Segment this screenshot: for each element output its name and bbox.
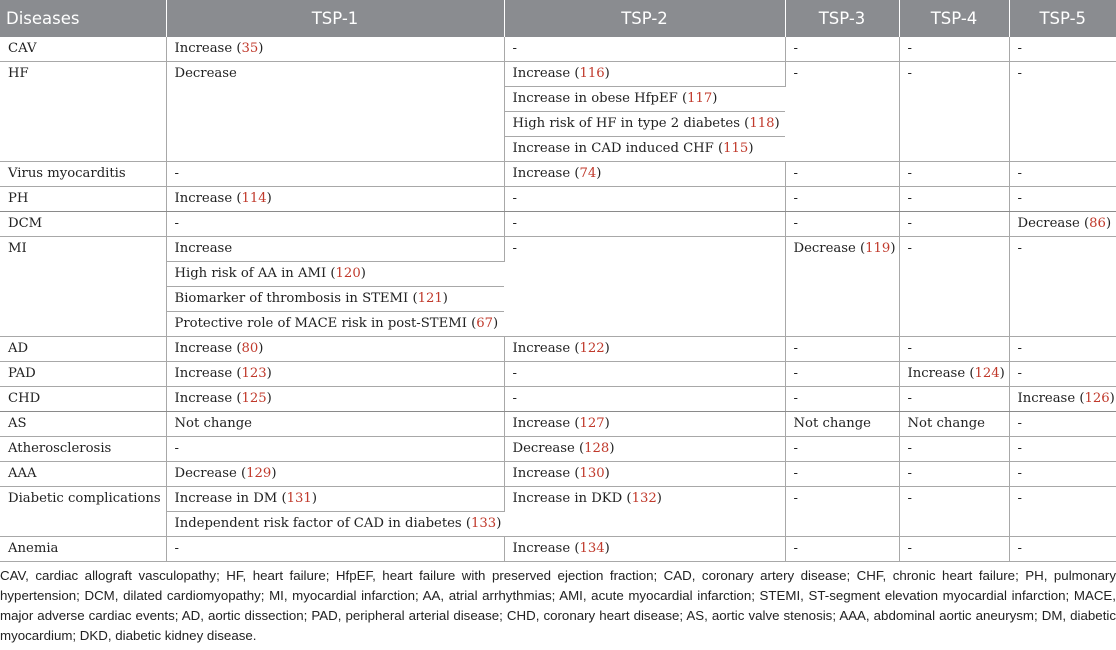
tsp1-cell: Increase (35) [166, 37, 504, 62]
tsp1-cell: Increase (114) [166, 187, 504, 212]
tsp3-cell: - [785, 387, 899, 412]
tsp5-cell: - [1009, 337, 1116, 362]
reference-link[interactable]: 80 [241, 341, 259, 356]
reference-link[interactable]: 127 [579, 416, 605, 431]
tsp2-cell: - [504, 362, 785, 387]
reference-link[interactable]: 119 [865, 241, 891, 256]
tsp4-cell: - [899, 162, 1009, 187]
table-row [0, 37, 1116, 62]
tsp1-cell: - [166, 437, 504, 462]
tsp5-cell: - [1009, 437, 1116, 462]
tsp5-cell: - [1009, 362, 1116, 387]
tsp5-cell: - [1009, 187, 1116, 212]
tsp2-cell: Increase (116) [504, 62, 785, 87]
tsp3-cell: - [785, 437, 899, 462]
disease-cell: Anemia [0, 537, 166, 562]
tsp2-cell: Increase (127) [504, 412, 785, 437]
tsp4-cell: - [899, 487, 1009, 537]
header-tsp3: TSP-3 [785, 0, 899, 37]
tsp1-cell: Increase (80) [166, 337, 504, 362]
reference-link[interactable]: 35 [241, 41, 259, 56]
reference-link[interactable]: 121 [417, 291, 443, 306]
tsp1-cell: - [166, 162, 504, 187]
reference-link[interactable]: 132 [631, 491, 657, 506]
tsp3-cell: Not change [785, 412, 899, 437]
tsp5-cell: - [1009, 412, 1116, 437]
reference-link[interactable]: 117 [687, 91, 713, 106]
table-row [0, 162, 1116, 187]
tsp5-cell: - [1009, 62, 1116, 162]
tsp2-cell: - [504, 187, 785, 212]
tsp1-cell: - [166, 212, 504, 237]
disease-cell: AD [0, 337, 166, 362]
header-tsp1: TSP-1 [166, 0, 504, 37]
reference-link[interactable]: 130 [579, 466, 605, 481]
tsp1-cell: Not change [166, 412, 504, 437]
disease-cell: AAA [0, 462, 166, 487]
reference-link[interactable]: 116 [579, 66, 605, 81]
disease-cell: HF [0, 62, 166, 162]
tsp4-cell: - [899, 237, 1009, 337]
tsp2-cell: Decrease (128) [504, 437, 785, 462]
table-row [0, 212, 1116, 237]
tsp1-cell: High risk of AA in AMI (120) [166, 262, 504, 287]
tsp3-cell: - [785, 162, 899, 187]
table-row [0, 437, 1116, 462]
table-row [0, 187, 1116, 212]
disease-cell: AS [0, 412, 166, 437]
tsp2-cell: Increase in obese HfpEF (117) [504, 87, 785, 112]
tsp2-cell: Increase in CAD induced CHF (115) [504, 137, 785, 162]
tsp5-cell: - [1009, 237, 1116, 337]
tsp1-cell: Protective role of MACE risk in post-STEMI (67) [166, 312, 504, 337]
reference-link[interactable]: 115 [723, 141, 749, 156]
tsp4-cell: - [899, 437, 1009, 462]
tsp3-cell: - [785, 537, 899, 562]
tsp2-cell: - [504, 212, 785, 237]
disease-cell: CHD [0, 387, 166, 412]
disease-cell: MI [0, 237, 166, 337]
disease-cell: DCM [0, 212, 166, 237]
tsp4-cell: - [899, 212, 1009, 237]
tsp4-cell: - [899, 387, 1009, 412]
reference-link[interactable]: 133 [471, 516, 497, 531]
header-tsp4: TSP-4 [899, 0, 1009, 37]
header-diseases: Diseases [0, 0, 166, 37]
disease-cell: Atherosclerosis [0, 437, 166, 462]
tsp3-cell: - [785, 212, 899, 237]
reference-link[interactable]: 125 [241, 391, 267, 406]
tsp4-cell: - [899, 537, 1009, 562]
table-row [0, 412, 1116, 437]
tsp4-cell: - [899, 462, 1009, 487]
reference-link[interactable]: 114 [241, 191, 267, 206]
reference-link[interactable]: 120 [335, 266, 361, 281]
tsp3-cell: Decrease (119) [785, 237, 899, 337]
reference-link[interactable]: 124 [974, 366, 1000, 381]
tsp2-cell: High risk of HF in type 2 diabetes (118) [504, 112, 785, 137]
tsp3-cell: - [785, 362, 899, 387]
table-row [0, 362, 1116, 387]
tsp1-cell: Increase [166, 237, 504, 262]
tsp5-cell: - [1009, 162, 1116, 187]
tsp3-cell: - [785, 62, 899, 162]
disease-cell: CAV [0, 37, 166, 62]
tsp1-cell: - [166, 537, 504, 562]
header-tsp5: TSP-5 [1009, 0, 1116, 37]
disease-cell: Diabetic complications [0, 487, 166, 537]
reference-link[interactable]: 123 [241, 366, 267, 381]
tsp5-cell: Decrease (86) [1009, 212, 1116, 237]
table-row [0, 462, 1116, 487]
tsp5-cell: - [1009, 37, 1116, 62]
header-row [0, 0, 1116, 37]
reference-link[interactable]: 118 [749, 116, 775, 131]
disease-cell: PH [0, 187, 166, 212]
tsp4-cell: - [899, 62, 1009, 162]
table-row [0, 62, 1116, 87]
disease-cell: Virus myocarditis [0, 162, 166, 187]
tsp1-cell: Increase in DM (131) [166, 487, 504, 512]
table-row [0, 237, 1116, 262]
tsp2-cell: Increase in DKD (132) [504, 487, 785, 537]
table-row [0, 487, 1116, 512]
reference-link[interactable]: 67 [476, 316, 494, 331]
tsp1-cell: Decrease [166, 62, 504, 162]
tsp1-cell: Biomarker of thrombosis in STEMI (121) [166, 287, 504, 312]
tsp2-cell: Increase (134) [504, 537, 785, 562]
reference-link[interactable]: 131 [286, 491, 312, 506]
header-tsp2: TSP-2 [504, 0, 785, 37]
tsp3-cell: - [785, 187, 899, 212]
tsp5-cell: Increase (126) [1009, 387, 1116, 412]
tsp4-cell: - [899, 37, 1009, 62]
reference-link[interactable]: 126 [1084, 391, 1110, 406]
tsp3-cell: - [785, 487, 899, 537]
tsp4-cell: Increase (124) [899, 362, 1009, 387]
reference-link[interactable]: 74 [579, 166, 597, 181]
tsp5-cell: - [1009, 487, 1116, 537]
reference-link[interactable]: 134 [579, 541, 605, 556]
tsp3-cell: - [785, 462, 899, 487]
tsp2-cell: - [504, 37, 785, 62]
tsp2-cell: - [504, 387, 785, 412]
tsp1-cell: Increase (123) [166, 362, 504, 387]
table-row [0, 537, 1116, 562]
tsp2-cell: Increase (74) [504, 162, 785, 187]
reference-link[interactable]: 128 [584, 441, 610, 456]
tsp2-cell: Increase (130) [504, 462, 785, 487]
disease-cell: PAD [0, 362, 166, 387]
reference-link[interactable]: 129 [246, 466, 272, 481]
tsp3-cell: - [785, 337, 899, 362]
tsp4-cell: Not change [899, 412, 1009, 437]
table-row [0, 337, 1116, 362]
tsp3-cell: - [785, 37, 899, 62]
tsp5-cell: - [1009, 537, 1116, 562]
tsp4-cell: - [899, 337, 1009, 362]
reference-link[interactable]: 122 [579, 341, 605, 356]
table-footnote: CAV, cardiac allograft vasculopathy; HF, heart failure; HfpEF, heart failure with preserved ejection fraction; CAD, coronary artery disease; CHF, chronic heart failure; PH, pulmonary hypertension; DCM, dilated cardiomyopathy; MI, myocardial infarction; AA, atrial arrhythmias; AMI, acute myocardial infarction; STEMI, ST-segment elevation myocardial infarction; MACE, major adverse cardiac events; AD, aortic dissection; PAD, peripheral arterial disease; CHD, coronary heart disease; AS, aortic valve stenosis; AAA, abdominal aortic aneurysm; DM, diabetic myocardium; DKD, diabetic kidney disease. [0, 568, 1116, 643]
reference-link[interactable]: 86 [1089, 216, 1106, 231]
table-row [0, 387, 1116, 412]
tsp4-cell: - [899, 187, 1009, 212]
tsp5-cell: - [1009, 462, 1116, 487]
tsp2-cell: - [504, 237, 785, 337]
tsp2-cell: Increase (122) [504, 337, 785, 362]
tsp1-cell: Decrease (129) [166, 462, 504, 487]
tsp1-cell: Increase (125) [166, 387, 504, 412]
tsp1-cell: Independent risk factor of CAD in diabetes (133) [166, 512, 504, 537]
